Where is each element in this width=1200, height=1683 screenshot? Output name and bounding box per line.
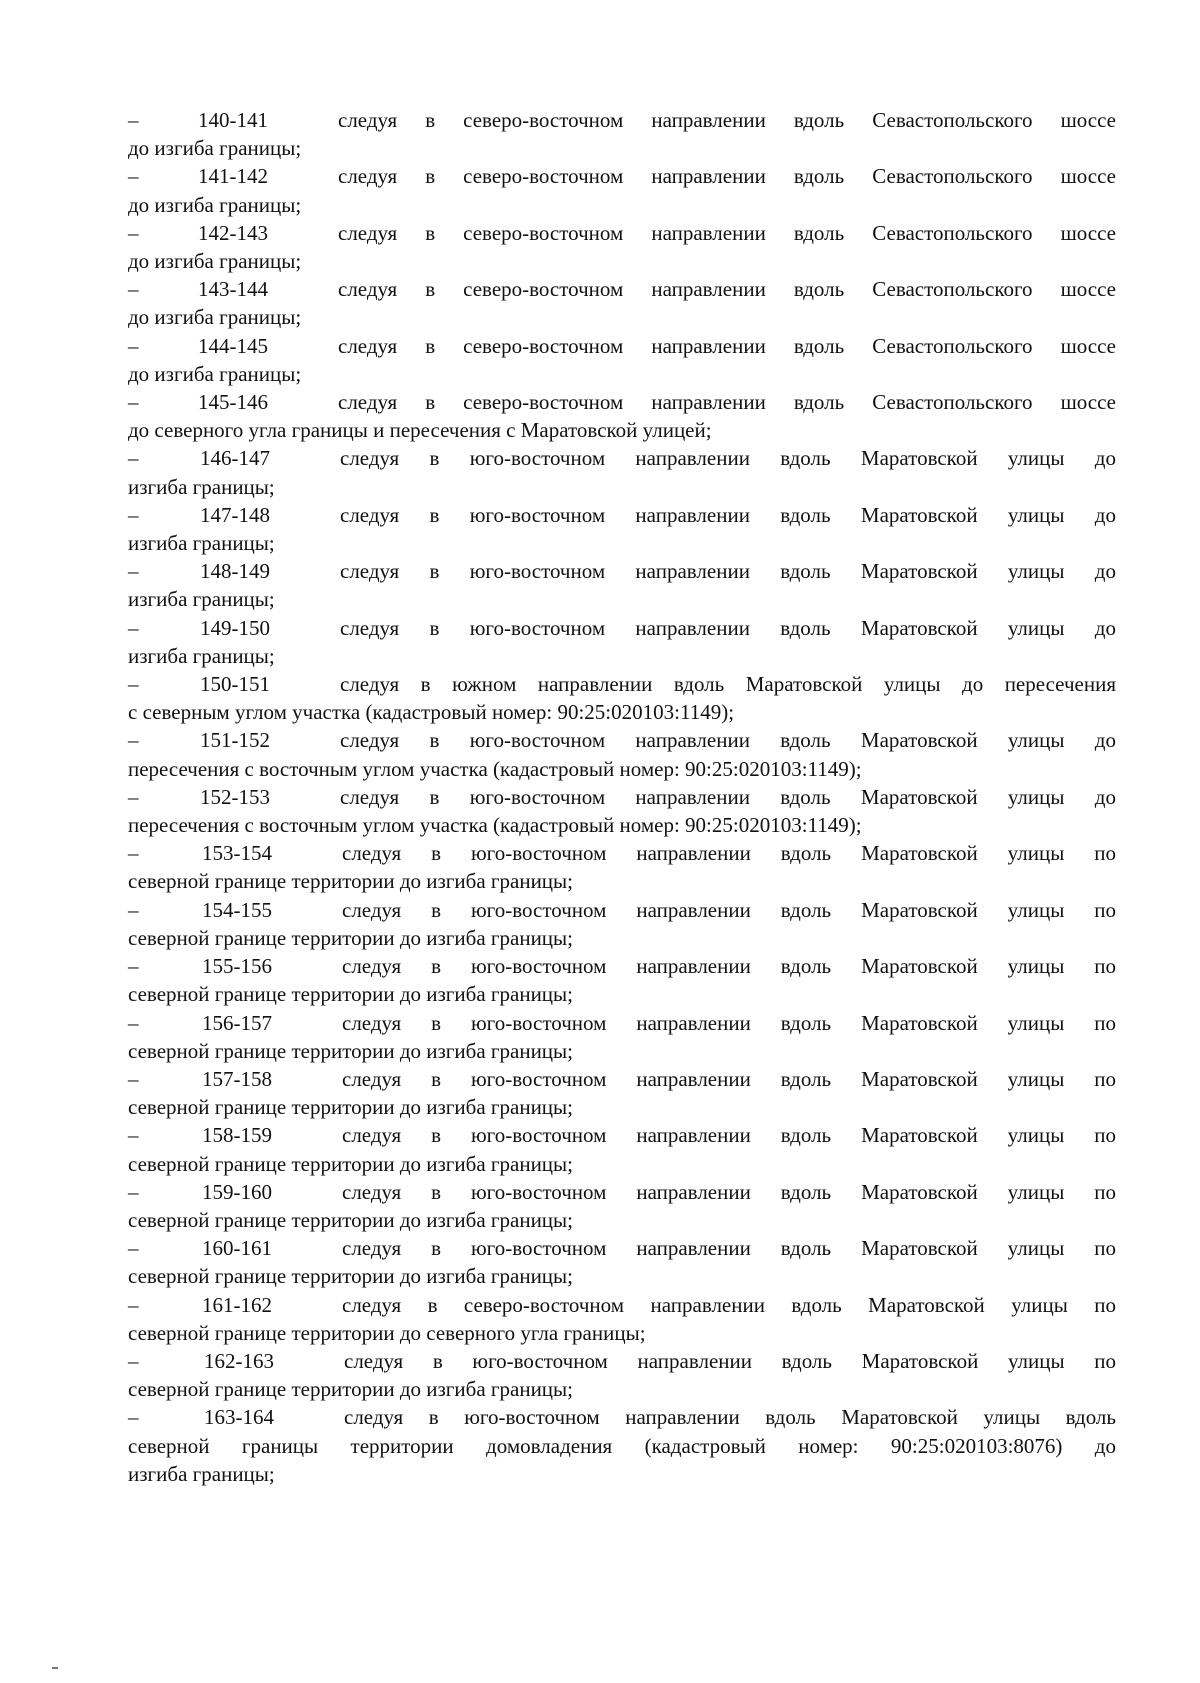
- entry-description-start: следуя в юго-восточном направлении вдоль Маратовской улицы до: [340, 559, 1116, 584]
- entry-description-start: следуя в юго-восточном направлении вдоль Маратовской улицы до: [340, 784, 1116, 809]
- entry-segment-range: 155-156: [202, 954, 272, 979]
- entry-first-line: [128, 1009, 1116, 1037]
- boundary-description-list: [128, 106, 1116, 1488]
- boundary-entry: [128, 1009, 1116, 1065]
- entry-segment-range: 160-161: [202, 1236, 272, 1261]
- entry-segment-range: 140-141: [198, 108, 268, 132]
- boundary-entry: [128, 162, 1116, 218]
- entry-dash: –: [128, 954, 139, 979]
- entry-segment-range: 158-159: [202, 1123, 272, 1148]
- boundary-entry: [128, 275, 1116, 331]
- entry-first-line: [128, 219, 1116, 247]
- entry-first-line: [128, 783, 1116, 811]
- entry-dash: –: [128, 841, 139, 866]
- entry-description-start: следуя в юго-восточном направлении вдоль Маратовской улицы вдоль: [344, 1405, 1116, 1430]
- entry-first-line: [128, 106, 1116, 134]
- entry-description-start: следуя в юго-восточном направлении вдоль Маратовской улицы по: [342, 1123, 1116, 1148]
- entry-first-line: [128, 162, 1116, 190]
- entry-dash: –: [128, 897, 139, 922]
- entry-segment-range: 153-154: [202, 841, 272, 866]
- entry-first-line: [128, 1403, 1116, 1431]
- entry-description-continuation: северной границе территории до изгиба границы;: [128, 1038, 573, 1063]
- entry-segment-range: 143-144: [198, 277, 268, 302]
- entry-dash: –: [128, 672, 139, 697]
- entry-segment-range: 163-164: [204, 1405, 274, 1430]
- entry-segment-range: 147-148: [200, 502, 270, 527]
- boundary-entry: [128, 726, 1116, 782]
- entry-first-line: [128, 670, 1116, 698]
- entry-first-line: [128, 388, 1116, 416]
- entry-description-continuation: северной границе территории до изгиба границы;: [128, 1151, 573, 1176]
- boundary-entry: [128, 501, 1116, 557]
- entry-dash: –: [128, 615, 139, 640]
- entry-description-continuation: северной границе территории до изгиба границы;: [128, 1377, 573, 1402]
- entry-first-line: [128, 275, 1116, 303]
- entry-dash: –: [128, 1348, 139, 1373]
- entry-description-start: следуя в юго-восточном направлении вдоль Маратовской улицы по: [342, 1010, 1116, 1035]
- boundary-entry: [128, 1065, 1116, 1121]
- boundary-entry: [128, 1121, 1116, 1177]
- entry-dash: –: [128, 1066, 139, 1091]
- entry-description-continuation: до изгиба границы;: [128, 192, 302, 217]
- entry-dash: –: [128, 1179, 139, 1204]
- entry-first-line: [128, 839, 1116, 867]
- entry-dash: –: [128, 502, 139, 527]
- entry-description-continuation: до изгиба границы;: [128, 361, 302, 386]
- entry-segment-range: 146-147: [200, 446, 270, 471]
- entry-description-start: следуя в юго-восточном направлении вдоль Маратовской улицы по: [342, 1179, 1116, 1204]
- entry-description-continuation: изгиба границы;: [128, 531, 275, 556]
- entry-description-start: следуя в юго-восточном направлении вдоль Маратовской улицы по: [342, 954, 1116, 979]
- entry-description-start: следуя в северо-восточном направлении вдоль Маратовской улицы по: [342, 1292, 1116, 1317]
- entry-description-start: следуя в северо-восточном направлении вдоль Севастопольского шоссе: [338, 390, 1116, 415]
- entry-description-continuation: с северным углом участка (кадастровый номер: 90:25:020103:1149);: [128, 700, 735, 725]
- entry-description-continuation: до изгиба границы;: [128, 305, 302, 330]
- entry-description-continuation: северной границе территории до изгиба границы;: [128, 1207, 573, 1232]
- entry-dash: –: [128, 220, 139, 245]
- entry-description-continuation: северной границе территории до изгиба границы;: [128, 925, 573, 950]
- entry-segment-range: 159-160: [202, 1179, 272, 1204]
- boundary-entry: [128, 614, 1116, 670]
- entry-segment-range: 145-146: [198, 390, 268, 415]
- boundary-entry: [128, 783, 1116, 839]
- entry-dash: –: [128, 1123, 139, 1148]
- entry-description-start: следуя в юго-восточном направлении вдоль Маратовской улицы по: [342, 1236, 1116, 1261]
- entry-segment-range: 151-152: [200, 728, 270, 753]
- entry-segment-range: 148-149: [200, 559, 270, 584]
- entry-first-line: [128, 444, 1116, 472]
- entry-dash: –: [128, 1292, 139, 1317]
- boundary-entry: [128, 444, 1116, 500]
- boundary-entry: [128, 839, 1116, 895]
- document-page: [128, 106, 1116, 1488]
- entry-dash: –: [128, 333, 139, 358]
- entry-description-continuation: северной границе территории до изгиба границы;: [128, 982, 573, 1007]
- entry-segment-range: 150-151: [200, 672, 270, 697]
- entry-first-line: [128, 896, 1116, 924]
- entry-description-continuation: северной границе территории до изгиба границы;: [128, 869, 573, 894]
- entry-description-start: следуя в юго-восточном направлении вдоль Маратовской улицы по: [342, 897, 1116, 922]
- boundary-entry: [128, 1403, 1116, 1488]
- entry-first-line: [128, 332, 1116, 360]
- entry-description-continuation: до изгиба границы;: [128, 249, 302, 274]
- entry-description-start: следуя в юго-восточном направлении вдоль Маратовской улицы до: [340, 446, 1116, 471]
- boundary-entry: [128, 388, 1116, 444]
- boundary-entry: [128, 896, 1116, 952]
- entry-first-line: [128, 1234, 1116, 1262]
- entry-dash: –: [128, 108, 139, 132]
- entry-dash: –: [128, 1010, 139, 1035]
- entry-description-continuation: изгиба границы;: [128, 587, 275, 612]
- entry-first-line: [128, 501, 1116, 529]
- entry-dash: –: [128, 446, 139, 471]
- entry-description-continuation: пересечения с восточным углом участка (кадастровый номер: 90:25:020103:1149);: [128, 813, 862, 838]
- boundary-entry: [128, 1234, 1116, 1290]
- entry-description-continuation: северной границе территории до изгиба границы;: [128, 1264, 573, 1289]
- entry-description-continuation: северной границе территории до северного угла границы;: [128, 1320, 646, 1345]
- entry-segment-range: 154-155: [202, 897, 272, 922]
- entry-first-line: [128, 1347, 1116, 1375]
- entry-description-start: следуя в северо-восточном направлении вдоль Севастопольского шоссе: [338, 277, 1116, 302]
- entry-description-continuation: изгиба границы;: [128, 474, 275, 499]
- entry-description-start: следуя в северо-восточном направлении вдоль Севастопольского шоссе: [338, 164, 1116, 189]
- entry-first-line: [128, 952, 1116, 980]
- entry-first-line: [128, 614, 1116, 642]
- entry-description-start: следуя в северо-восточном направлении вдоль Севастопольского шоссе: [338, 333, 1116, 358]
- entry-segment-range: 142-143: [198, 220, 268, 245]
- entry-dash: –: [128, 164, 139, 189]
- entry-dash: –: [128, 1405, 139, 1430]
- entry-description-continuation: до изгиба границы;: [128, 136, 302, 161]
- entry-segment-range: 156-157: [202, 1010, 272, 1035]
- boundary-entry: [128, 670, 1116, 726]
- entry-description-continuation: пересечения с восточным углом участка (кадастровый номер: 90:25:020103:1149);: [128, 756, 862, 781]
- entry-description-start: следуя в юго-восточном направлении вдоль Маратовской улицы по: [342, 841, 1116, 866]
- boundary-entry: [128, 219, 1116, 275]
- boundary-entry: [128, 557, 1116, 613]
- entry-description-continuation: северной границе территории до изгиба границы;: [128, 1095, 573, 1120]
- entry-first-line: [128, 726, 1116, 754]
- entry-segment-range: 161-162: [202, 1292, 272, 1317]
- entry-description-start: следуя в юго-восточном направлении вдоль Маратовской улицы до: [340, 728, 1116, 753]
- entry-dash: –: [128, 784, 139, 809]
- entry-segment-range: 141-142: [198, 164, 268, 189]
- boundary-entry: [128, 1347, 1116, 1403]
- entry-dash: –: [128, 728, 139, 753]
- entry-dash: –: [128, 1236, 139, 1261]
- boundary-entry: [128, 106, 1116, 162]
- entry-description-start: следуя в южном направлении вдоль Маратовской улицы до пересечения: [340, 672, 1116, 697]
- entry-first-line: [128, 1291, 1116, 1319]
- boundary-entry: [128, 1291, 1116, 1347]
- boundary-entry: [128, 952, 1116, 1008]
- entry-description-start: следуя в северо-восточном направлении вдоль Севастопольского шоссе: [338, 220, 1116, 245]
- entry-description-continuation: изгиба границы;: [128, 643, 275, 668]
- entry-segment-range: 157-158: [202, 1066, 272, 1091]
- entry-dash: –: [128, 277, 139, 302]
- entry-description-start: следуя в северо-восточном направлении вдоль Севастопольского шоссе: [338, 108, 1116, 132]
- entry-segment-range: 149-150: [200, 615, 270, 640]
- entry-description-start: следуя в юго-восточном направлении вдоль Маратовской улицы до: [340, 502, 1116, 527]
- entry-dash: –: [128, 390, 139, 415]
- entry-first-line: [128, 1065, 1116, 1093]
- boundary-entry: [128, 1178, 1116, 1234]
- entry-segment-range: 162-163: [204, 1348, 274, 1373]
- entry-description-continuation: изгиба границы;: [128, 1461, 275, 1486]
- entry-description-continuation: до северного угла границы и пересечения с Маратовской улицей;: [128, 418, 712, 443]
- boundary-entry: [128, 332, 1116, 388]
- entry-description-start: следуя в юго-восточном направлении вдоль Маратовской улицы до: [340, 615, 1116, 640]
- entry-segment-range: 144-145: [198, 333, 268, 358]
- entry-description-start: следуя в юго-восточном направлении вдоль Маратовской улицы по: [342, 1066, 1116, 1091]
- entry-description-continuation: северной границы территории домовладения (кадастровый номер: 90:25:020103:8076) до: [128, 1433, 1116, 1458]
- entry-first-line: [128, 1121, 1116, 1149]
- entry-segment-range: 152-153: [200, 784, 270, 809]
- entry-first-line: [128, 557, 1116, 585]
- entry-description-start: следуя в юго-восточном направлении вдоль Маратовской улицы по: [344, 1348, 1116, 1373]
- entry-dash: –: [128, 559, 139, 584]
- scan-edge-mark: [52, 1667, 58, 1669]
- entry-first-line: [128, 1178, 1116, 1206]
